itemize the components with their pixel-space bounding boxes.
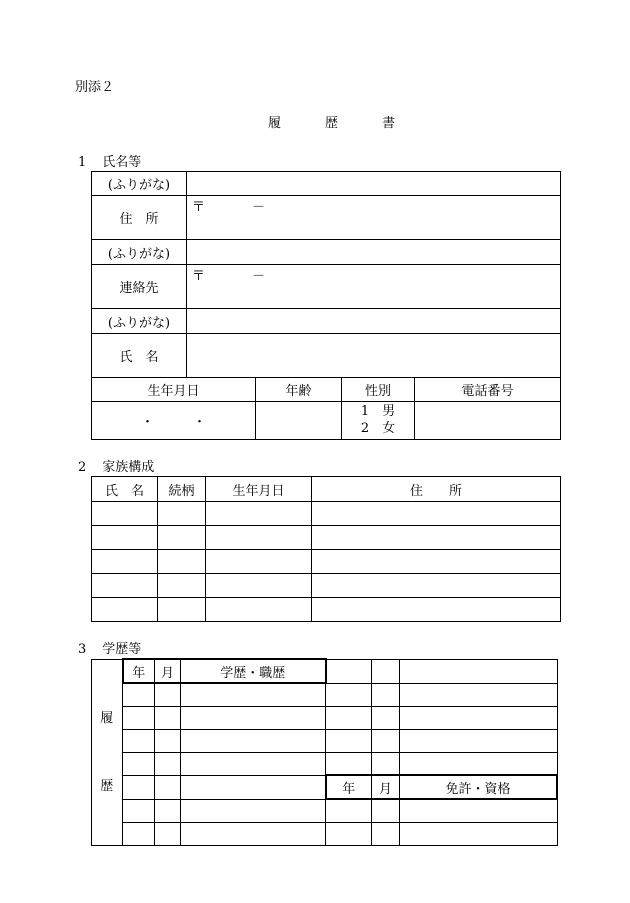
page-title [268,117,395,130]
furigana-label: (ふりがな) [92,172,187,196]
furigana-label: (ふりがな) [92,240,187,265]
postal-mark: 〒 [192,200,206,215]
family-col-address: 住 所 [312,477,561,502]
side-label-char-1: 履 [100,710,114,726]
table-row [92,598,561,622]
lic-year-header: 年 [326,775,372,799]
contact-input[interactable] [187,265,561,309]
family-col-relation: 続柄 [158,477,206,502]
title-char-1: 履 [268,116,282,131]
table-row [92,822,558,845]
furigana-label: (ふりがな) [92,309,187,334]
section1-number: 1 [78,155,87,170]
edu-month-header: 月 [155,659,181,683]
table-row [92,502,561,526]
furigana-input-1[interactable] [187,172,561,196]
section1-heading [78,156,141,169]
postal-dash: － [252,200,266,215]
table-row [92,550,561,574]
furigana-input-2[interactable] [187,240,561,265]
table-row [92,574,561,598]
contact-label: 連絡先 [92,265,187,309]
birth-input[interactable] [92,402,256,440]
section3-number: 3 [78,642,87,657]
section1-title: 氏名等 [102,155,142,170]
personal-info-table [91,171,561,378]
sex-options[interactable] [342,402,415,440]
edu-year-header: 年 [123,659,155,683]
table-row [92,706,558,729]
lic-month-header: 月 [372,775,400,799]
sex-option-male: 1 男 [360,404,396,420]
section2-title: 家族構成 [102,460,155,475]
furigana-input-3[interactable] [187,309,561,334]
table-row [92,683,558,706]
section3-heading [78,643,141,656]
sex-option-female: 2 女 [360,420,396,436]
postal-mark: 〒 [192,269,206,284]
history-side-label [92,659,123,845]
section2-number: 2 [78,460,87,475]
history-table [91,658,558,846]
section3-title: 学歴等 [102,642,142,657]
phone-label: 電話番号 [415,378,561,402]
phone-input[interactable] [415,402,561,440]
name-label: 氏 名 [92,334,187,378]
address-label: 住 所 [92,196,187,240]
title-char-3: 書 [382,116,396,131]
attachment-label: 別添２ [75,80,115,95]
birth-dots: ・ ・ [140,415,206,430]
sex-label: 性別 [342,378,415,402]
birth-label: 生年月日 [92,378,256,402]
age-label: 年齢 [256,378,342,402]
address-input[interactable] [187,196,561,240]
postal-dash: － [252,269,266,284]
name-input[interactable] [187,334,561,378]
table-row [92,752,558,775]
section2-heading [78,461,154,474]
education-header: 学歴・職歴 [181,659,326,683]
age-input[interactable] [256,402,342,440]
side-label-char-2: 歴 [100,778,114,794]
family-table [91,476,561,622]
title-char-2: 歴 [325,116,339,131]
family-col-birth: 生年月日 [206,477,312,502]
license-header: 免許・資格 [400,775,558,799]
table-row [92,526,561,550]
personal-detail-table [91,377,561,440]
table-row [92,799,558,822]
family-col-name: 氏 名 [92,477,158,502]
table-row [92,729,558,752]
